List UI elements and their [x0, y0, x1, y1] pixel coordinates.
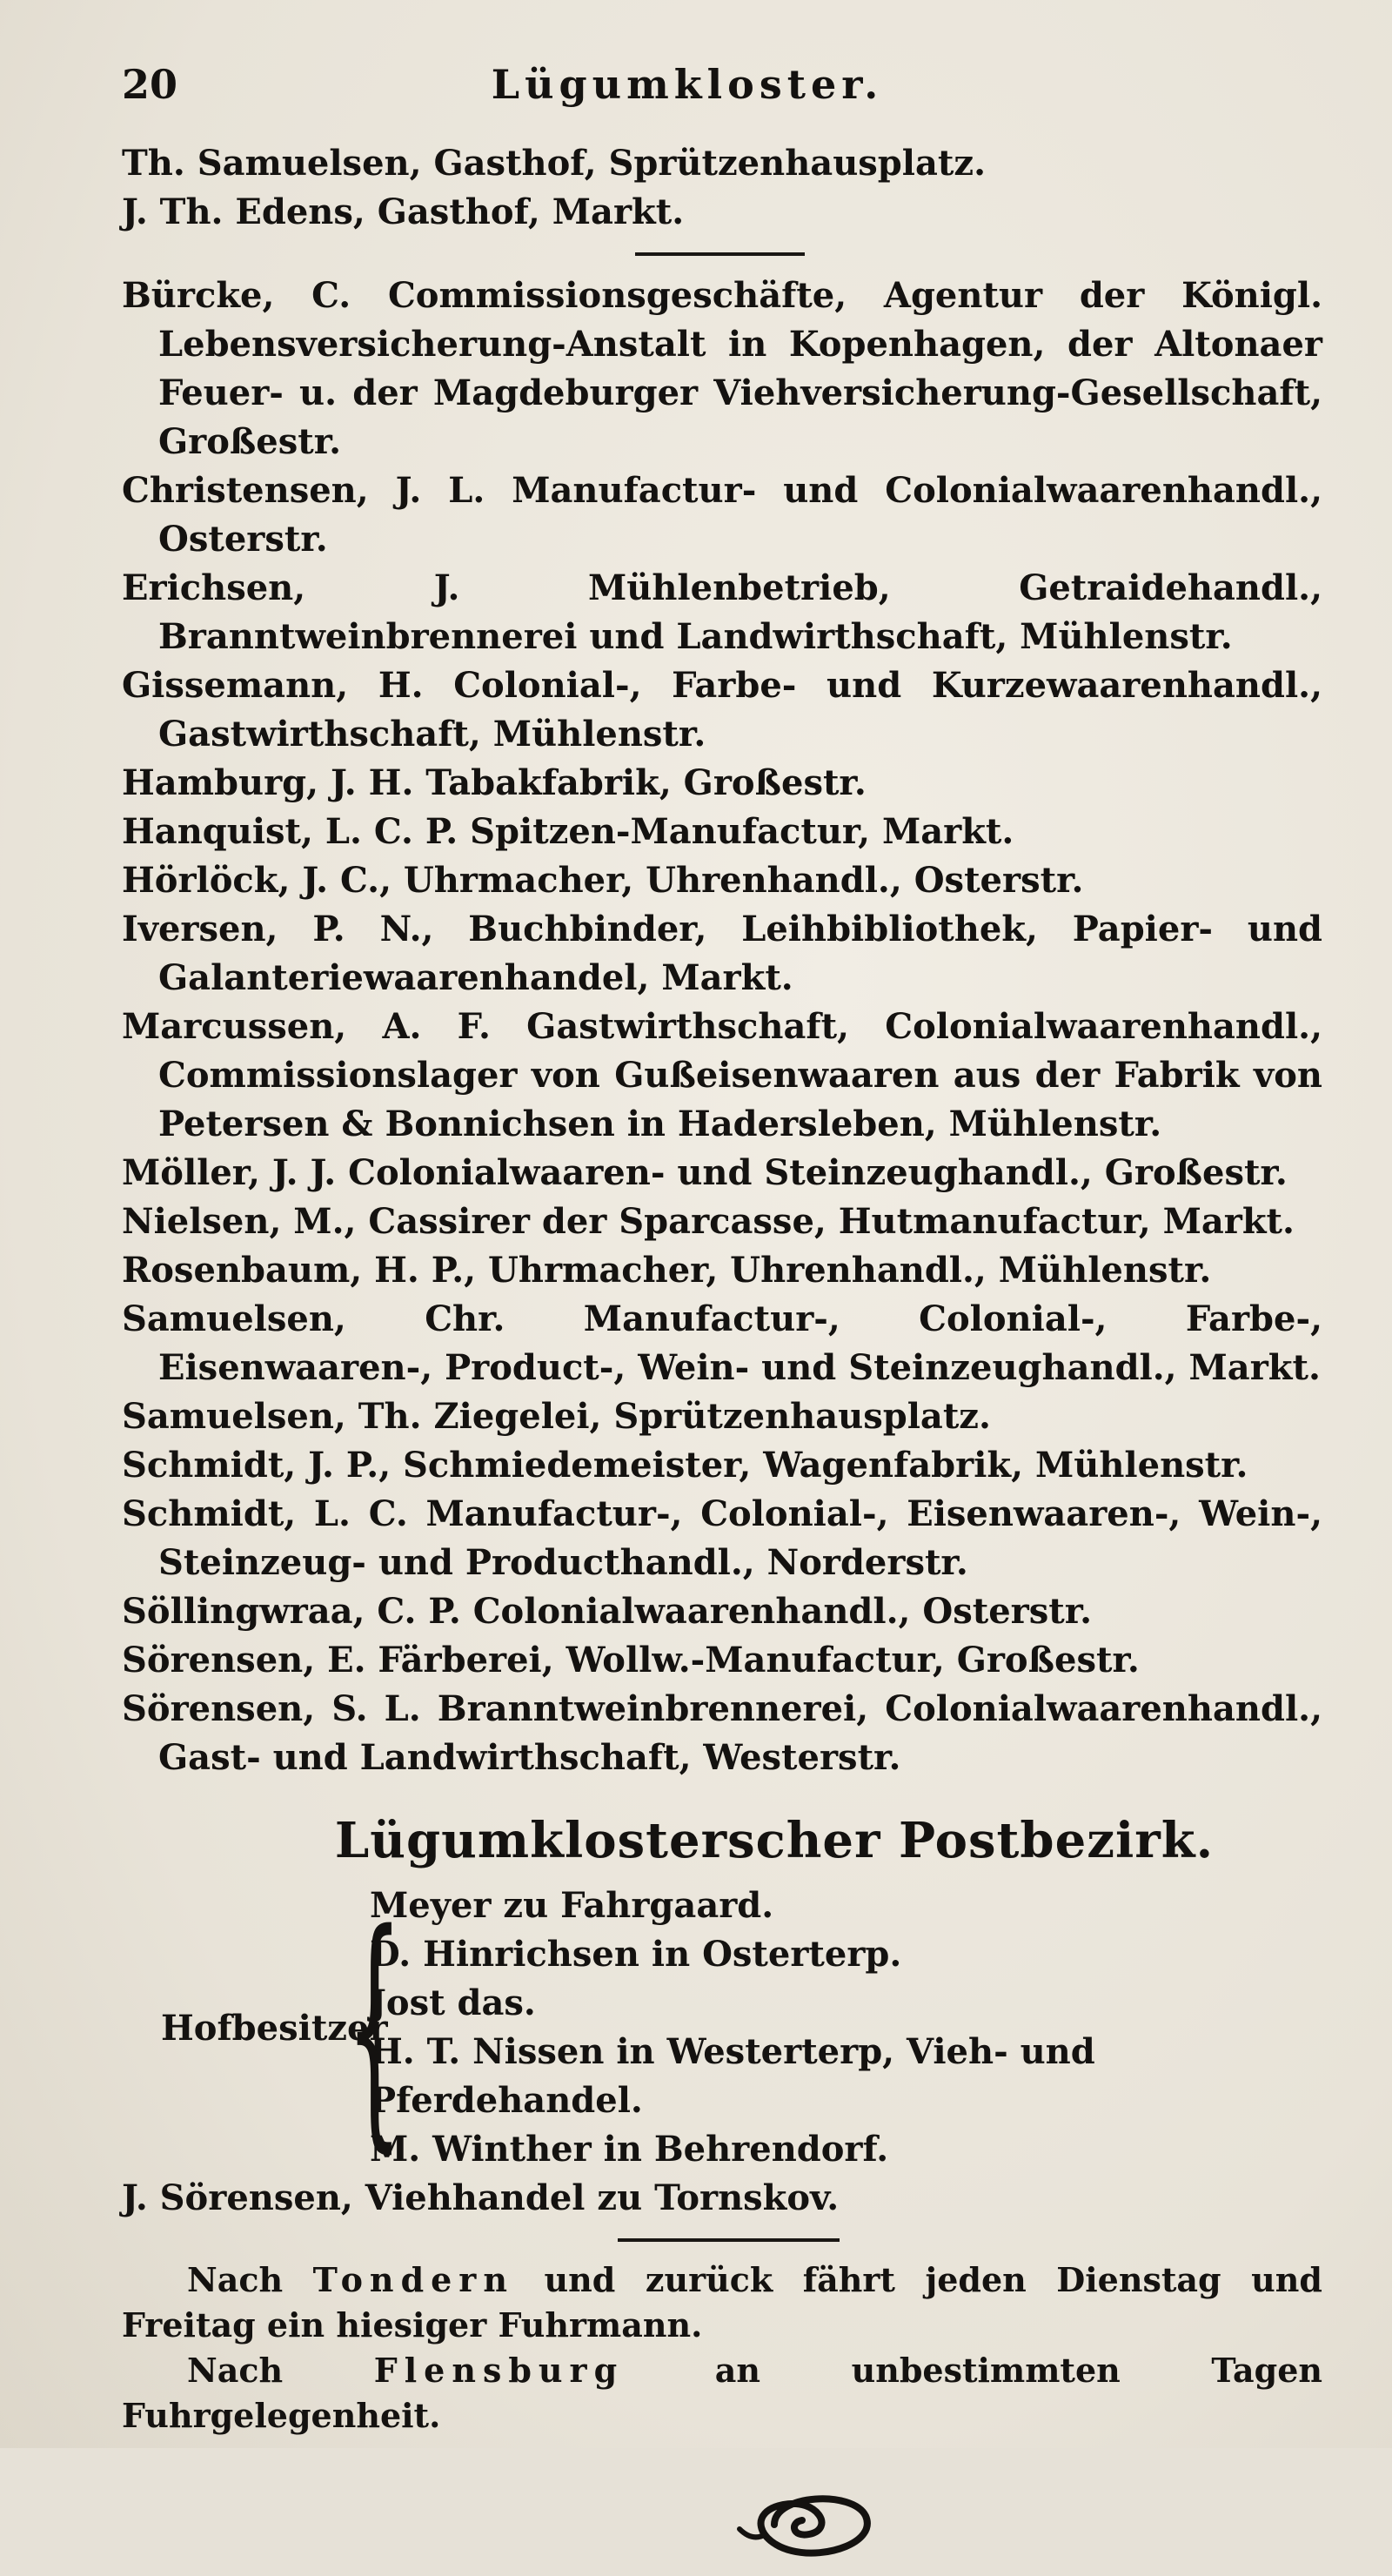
flensburg-transport-note	[122, 2348, 1322, 2438]
place-tondern: Tondern	[312, 2260, 514, 2299]
note-text: und zurück fährt jeden Dienstag und Freitag ein hiesiger Fuhrmann.	[122, 2260, 1322, 2345]
farm-owner-entry: D. Hinrichsen in Osterterp.	[370, 1934, 902, 1975]
inn-list	[122, 139, 1322, 237]
inn-entry: Th. Samuelsen, Gasthof, Sprützenhausplatz.	[122, 143, 987, 184]
business-entry: Nielsen, M., Cassirer der Sparcasse, Hutmanufactur, Markt.	[122, 1201, 1295, 1242]
business-entry: Christensen, J. L. Manufactur- und Colonialwaarenhandl., Osterstr.	[122, 470, 1322, 560]
farm-owners-label: Hofbesitzer	[161, 2007, 388, 2049]
divider-rule	[618, 2238, 840, 2242]
business-entry: Samuelsen, Chr. Manufactur-, Colonial-, Farbe-, Eisenwaaren-, Product-, Wein- und Steinzeughandl., Markt.	[122, 1298, 1322, 1388]
business-entry: Hanquist, L. C. P. Spitzen-Manufactur, Markt.	[122, 811, 1014, 852]
business-entry: Söllingwraa, C. P. Colonialwaarenhandl., Osterstr.	[122, 1591, 1093, 1632]
farm-owner-entry: Jost das.	[370, 1982, 536, 2023]
business-entry: Hamburg, J. H. Tabakfabrik, Großestr.	[122, 762, 867, 803]
inn-entry: J. Th. Edens, Gasthof, Markt.	[122, 191, 685, 232]
farm-owners-group	[122, 1882, 1322, 2174]
cattle-trader-entry: J. Sörensen, Viehhandel zu Tornskov.	[122, 2177, 840, 2218]
page-number: 20	[122, 61, 178, 108]
business-entry: Sörensen, E. Färberei, Wollw.-Manufactur, Großestr.	[122, 1640, 1140, 1680]
end-ornament-icon	[722, 2477, 1322, 2576]
tondern-transport-note	[122, 2257, 1322, 2348]
brace-icon: {	[346, 1881, 403, 2174]
business-entry: Schmidt, L. C. Manufactur-, Colonial-, Eisenwaaren-, Wein-, Steinzeug- und Producthandl., Norderstr.	[122, 1493, 1322, 1583]
note-prefix: Nach	[187, 2260, 284, 2299]
running-title: Lügumkloster.	[491, 61, 884, 108]
business-entry: Iversen, P. N., Buchbinder, Leihbibliothek, Papier- und Galanteriewaarenhandel, Markt.	[122, 909, 1322, 998]
business-entry: Bürcke, C. Commissionsgeschäfte, Agentur der Königl. Lebensversicherung-Anstalt in Kopenhagen, der Altonaer Feuer- u. der Magdeburger Viehversicherung-Gesellschaft, Großestr.	[122, 275, 1322, 462]
business-list	[122, 272, 1322, 1782]
page-header	[122, 61, 1322, 139]
post-district-title: Lügumklosterscher Postbezirk.	[334, 1812, 1215, 1869]
farm-owners-list	[370, 1882, 1322, 2174]
business-entry: Marcussen, A. F. Gastwirthschaft, Colonialwaarenhandl., Commissionslager von Gußeisenwaaren aus der Fabrik von Petersen & Bonnichsen in Hadersleben, Mühlenstr.	[122, 1006, 1322, 1144]
farm-owner-entry: H. T. Nissen in Westerterp, Vieh- und Pferdehandel.	[370, 2031, 1095, 2121]
business-entry: Sörensen, S. L. Branntweinbrennerei, Colonialwaarenhandl., Gast- und Landwirthschaft, Westerstr.	[122, 1688, 1322, 1778]
business-entry: Schmidt, J. P., Schmiedemeister, Wagenfabrik, Mühlenstr.	[122, 1445, 1248, 1486]
business-entry: Hörlöck, J. C., Uhrmacher, Uhrenhandl., Osterstr.	[122, 860, 1084, 901]
note-prefix: Nach	[187, 2351, 284, 2390]
business-entry: Rosenbaum, H. P., Uhrmacher, Uhrenhandl., Mühlenstr.	[122, 1250, 1212, 1291]
farm-owner-entry: Meyer zu Fahrgaard.	[370, 1885, 774, 1926]
business-entry: Samuelsen, Th. Ziegelei, Sprützenhausplatz.	[122, 1396, 991, 1437]
divider-rule	[635, 252, 805, 256]
note-text: an unbestimmten Tagen Fuhrgelegenheit.	[122, 2351, 1322, 2435]
business-entry: Gissemann, H. Colonial-, Farbe- und Kurzewaarenhandl., Gastwirthschaft, Mühlenstr.	[122, 665, 1322, 755]
place-flensburg: Flensburg	[373, 2351, 625, 2390]
farm-owner-entry: M. Winther in Behrendorf.	[370, 2129, 889, 2170]
business-entry: Möller, J. J. Colonialwaaren- und Steinzeughandl., Großestr.	[122, 1152, 1288, 1193]
business-entry: Erichsen, J. Mühlenbetrieb, Getraidehandl., Branntweinbrennerei und Landwirthschaft, Mühlenstr.	[122, 567, 1322, 657]
